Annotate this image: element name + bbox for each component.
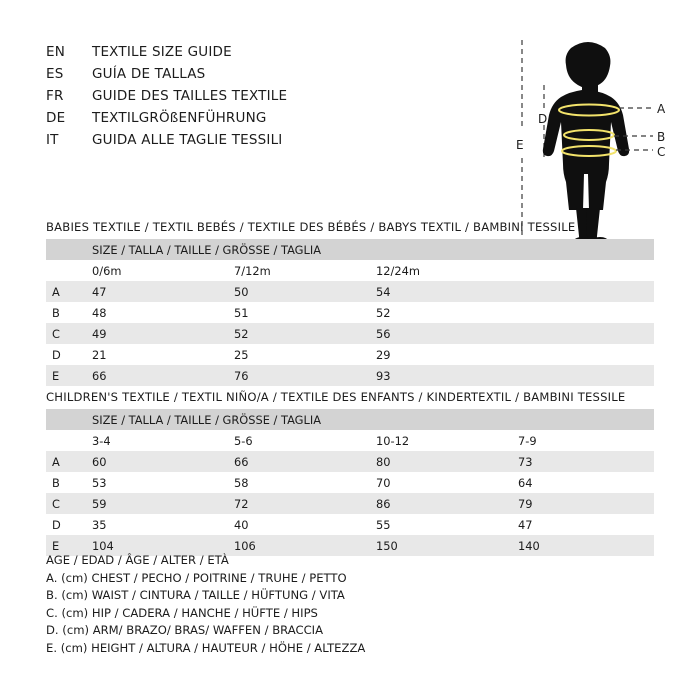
row-label: D — [46, 344, 86, 365]
row-value: 49 — [86, 323, 228, 344]
legend-line: E. (cm) HEIGHT / ALTURA / HAUTEUR / HÖHE / ALTEZZA — [46, 640, 366, 655]
row-value: 58 — [228, 472, 370, 493]
row-value: 51 — [228, 302, 370, 323]
column-blank-cell — [46, 260, 86, 281]
row-value: 50 — [228, 281, 370, 302]
row-value-empty — [512, 323, 654, 344]
legend-line: AGE / EDAD / ÂGE / ALTER / ETÀ — [46, 553, 229, 567]
table-column-row — [46, 430, 654, 451]
language-title-list — [46, 44, 466, 154]
measurement-legend — [46, 552, 646, 658]
column-header: 3-4 — [86, 430, 228, 451]
legend-line: C. (cm) HIP / CADERA / HANCHE / HÜFTE / HIPS — [46, 605, 318, 620]
row-value: 93 — [370, 365, 512, 386]
row-value-empty — [512, 344, 654, 365]
row-value: 48 — [86, 302, 228, 323]
column-header-empty — [512, 260, 654, 281]
row-value: 72 — [228, 493, 370, 514]
row-value: 56 — [370, 323, 512, 344]
row-value: 70 — [370, 472, 512, 493]
column-header: 5-6 — [228, 430, 370, 451]
size-header-cell: SIZE / TALLA / TAILLE / GRÖSSE / TAGLIA — [86, 409, 654, 430]
row-value: 150 — [370, 535, 512, 556]
header-blank-cell — [46, 409, 86, 430]
language-title: GUIDE DES TAILLES TEXTILE — [92, 88, 288, 104]
row-value: 79 — [512, 493, 654, 514]
babies-section — [46, 220, 654, 386]
babies-size-table — [46, 239, 654, 386]
language-row — [46, 88, 466, 110]
legend-line: D. (cm) ARM/ BRAZO/ BRAS/ WAFFEN / BRACCIA — [46, 623, 324, 638]
language-title: GUÍA DE TALLAS — [92, 66, 206, 82]
language-code: IT — [46, 132, 59, 148]
row-value: 25 — [228, 344, 370, 365]
row-value: 106 — [228, 535, 370, 556]
column-header: 0/6m — [86, 260, 228, 281]
row-label: B — [46, 302, 86, 323]
table-header-row — [46, 239, 654, 260]
column-header: 7/12m — [228, 260, 370, 281]
table-row — [46, 323, 654, 344]
table-row — [46, 451, 654, 472]
marker-label-a: A — [657, 102, 666, 116]
row-value: 140 — [512, 535, 654, 556]
table-column-row — [46, 260, 654, 281]
row-value: 35 — [86, 514, 228, 535]
row-value: 54 — [370, 281, 512, 302]
row-label: C — [46, 323, 86, 344]
table-row — [46, 493, 654, 514]
row-label: A — [46, 451, 86, 472]
table-row — [46, 302, 654, 323]
row-value: 55 — [370, 514, 512, 535]
language-title: TEXTILGRÖßENFÜHRUNG — [92, 110, 267, 126]
row-value-empty — [512, 281, 654, 302]
row-value: 40 — [228, 514, 370, 535]
language-title: TEXTILE SIZE GUIDE — [92, 44, 232, 60]
language-row — [46, 44, 466, 66]
row-value: 47 — [512, 514, 654, 535]
row-value: 29 — [370, 344, 512, 365]
table-row — [46, 281, 654, 302]
row-label: C — [46, 493, 86, 514]
column-blank-cell — [46, 430, 86, 451]
babies-section-title: BABIES TEXTILE / TEXTIL BEBÉS / TEXTILE DES BÉBÉS / BABYS TEXTIL / BAMBINI TESSILE — [46, 220, 576, 234]
language-row — [46, 110, 466, 132]
row-label: A — [46, 281, 86, 302]
marker-label-c: C — [657, 145, 666, 159]
row-value: 86 — [370, 493, 512, 514]
row-value: 60 — [86, 451, 228, 472]
language-code: DE — [46, 110, 66, 126]
language-title: GUIDA ALLE TAGLIE TESSILI — [92, 132, 283, 148]
row-value: 64 — [512, 472, 654, 493]
row-value: 59 — [86, 493, 228, 514]
row-value: 73 — [512, 451, 654, 472]
table-header-row — [46, 409, 654, 430]
row-value: 53 — [86, 472, 228, 493]
marker-label-e: E — [516, 138, 524, 152]
row-label: E — [46, 535, 86, 556]
row-label: D — [46, 514, 86, 535]
column-header: 7-9 — [512, 430, 654, 451]
row-value: 52 — [228, 323, 370, 344]
row-value: 66 — [228, 451, 370, 472]
children-size-table — [46, 409, 654, 556]
row-value: 21 — [86, 344, 228, 365]
children-section-title: CHILDREN'S TEXTILE / TEXTIL NIÑO/A / TEXTILE DES ENFANTS / KINDERTEXTIL / BAMBINI TESSILE — [46, 390, 626, 404]
marker-label-b: B — [657, 130, 666, 144]
row-value: 52 — [370, 302, 512, 323]
row-value: 80 — [370, 451, 512, 472]
row-label: B — [46, 472, 86, 493]
column-header: 12/24m — [370, 260, 512, 281]
row-value: 47 — [86, 281, 228, 302]
language-code: ES — [46, 66, 64, 82]
legend-line: B. (cm) WAIST / CINTURA / TAILLE / HÜFTUNG / VITA — [46, 588, 345, 603]
row-value: 66 — [86, 365, 228, 386]
row-value-empty — [512, 302, 654, 323]
row-value-empty — [512, 365, 654, 386]
children-section — [46, 390, 654, 556]
language-code: EN — [46, 44, 66, 60]
language-code: FR — [46, 88, 64, 104]
marker-label-d: D — [538, 112, 548, 126]
size-header-cell: SIZE / TALLA / TAILLE / GRÖSSE / TAGLIA — [86, 239, 654, 260]
table-row — [46, 344, 654, 365]
header-blank-cell — [46, 239, 86, 260]
legend-line: A. (cm) CHEST / PECHO / POITRINE / TRUHE / PETTO — [46, 570, 347, 585]
table-row — [46, 472, 654, 493]
language-row — [46, 66, 466, 88]
table-row — [46, 365, 654, 386]
table-row — [46, 514, 654, 535]
language-row — [46, 132, 466, 154]
column-header: 10-12 — [370, 430, 512, 451]
row-value: 76 — [228, 365, 370, 386]
row-value: 104 — [86, 535, 228, 556]
row-label: E — [46, 365, 86, 386]
